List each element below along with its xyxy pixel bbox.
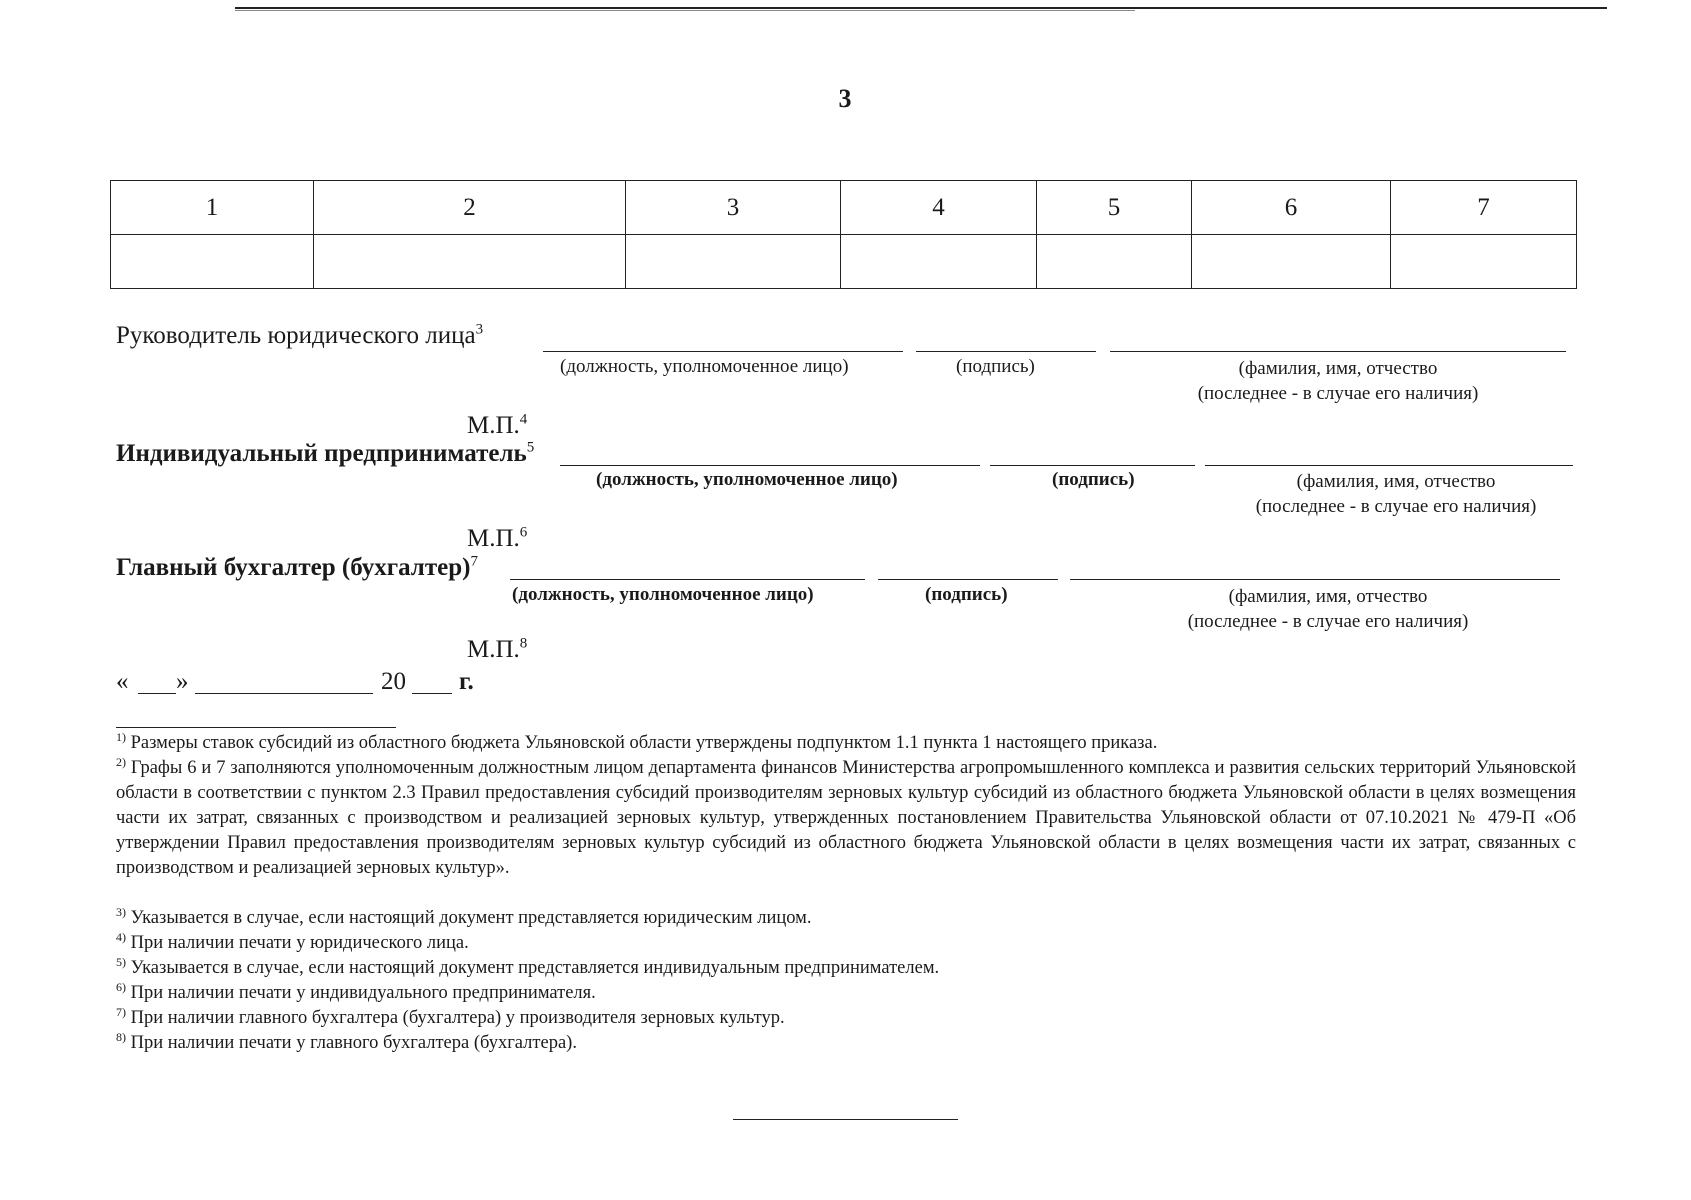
table-header-cell: 2	[314, 181, 626, 235]
position-line[interactable]	[510, 579, 865, 580]
year-suffix: г.	[459, 668, 474, 695]
signature-line[interactable]	[916, 351, 1096, 352]
footnote-6	[116, 981, 1576, 1006]
table-header-cell: 1	[111, 181, 314, 235]
stamp-place-label	[467, 412, 527, 440]
footnote-mark: 7)	[116, 1004, 126, 1019]
full-name-caption	[1128, 584, 1528, 634]
footnote-text: При наличии печати у главного бухгалтера (бухгалтера).	[130, 1033, 577, 1053]
signature-line[interactable]	[990, 465, 1195, 466]
position-caption: (должность, уполномоченное лицо)	[512, 584, 814, 605]
footnote-3	[116, 906, 1576, 931]
full-name-caption-line1: (фамилия, имя, отчество	[1296, 471, 1496, 492]
full-name-caption	[1108, 356, 1568, 406]
table-cell[interactable]	[1192, 235, 1391, 289]
footnote-ref: 7	[470, 553, 478, 570]
table-cell[interactable]	[626, 235, 841, 289]
full-name-caption-line2: (последнее - в случае его наличия)	[1197, 383, 1479, 404]
table-header-cell: 3	[626, 181, 841, 235]
position-caption: (должность, уполномоченное лицо)	[596, 469, 898, 490]
footnote-1	[116, 731, 1576, 756]
footnote-text: При наличии печати у индивидуального предпринимателя.	[130, 983, 596, 1003]
footnote-text: Указывается в случае, если настоящий документ представляется индивидуальным предпринимателем.	[130, 958, 940, 978]
position-line[interactable]	[543, 351, 903, 352]
month-line[interactable]	[195, 693, 373, 694]
full-name-caption-line1: (фамилия, имя, отчество	[1238, 358, 1438, 379]
footnote-4	[116, 931, 1576, 956]
stamp-place-text: М.П.	[467, 636, 520, 663]
footnote-mark: 3)	[116, 904, 126, 919]
individual-entrepreneur-label	[116, 440, 534, 468]
stamp-place-text: М.П.	[467, 525, 520, 552]
footnote-text: При наличии печати у юридического лица.	[130, 933, 469, 953]
position-caption: (должность, уполномоченное лицо)	[560, 356, 849, 377]
footnote-mark: 5)	[116, 954, 126, 969]
footnote-mark: 2)	[116, 754, 126, 769]
footnote-text: Размеры ставок субсидий из областного бюджета Ульяновской области утверждены подпунктом 1.1 пункта 1 настоящего приказа.	[130, 733, 1158, 753]
stamp-place-text: М.П.	[467, 412, 520, 439]
form-table	[110, 180, 1577, 289]
footnote-mark: 4)	[116, 929, 126, 944]
signature-caption: (подпись)	[1052, 469, 1135, 490]
footnote-7	[116, 1006, 1576, 1031]
footnote-ref: 4	[519, 411, 528, 428]
footnote-text: Графы 6 и 7 заполняются уполномоченным должностным лицом департамента финансов Министерства агропромышленного комплекса и развития сельских территорий Ульяновской области в соответствии с пунктом 2.3 Правил предоставления субсидий производителям зерновых культур субсидий из областного бюджета Ульяновской области в целях возмещения части их затрат, связанных с производством и реализацией зерновых культур, утвержденных постановлением Правительства Ульяновской области от 07.10.2021 № 479-П «Об утверждении Правил предоставления производителям зерновых культур субсидий из областного бюджета Ульяновской области в целях возмещения части их затрат, связанных с производством и реализацией зерновых культур».	[116, 758, 1576, 878]
table-header-cell: 6	[1192, 181, 1391, 235]
full-name-line[interactable]	[1070, 579, 1560, 580]
full-name-caption-line1: (фамилия, имя, отчество	[1228, 586, 1428, 607]
footnote-mark: 6)	[116, 979, 126, 994]
signature-title: Руководитель юридического лица	[116, 322, 476, 349]
head-of-legal-entity-label	[116, 322, 483, 350]
footnote-5	[116, 956, 1576, 981]
table-row	[111, 235, 1577, 289]
end-of-document-line	[733, 1119, 958, 1120]
footnote-2	[116, 756, 1576, 881]
footnote-ref: 3	[475, 321, 484, 338]
top-border-line-thin	[235, 10, 1135, 11]
table-header-cell: 4	[841, 181, 1037, 235]
year-prefix: 20	[381, 668, 406, 695]
full-name-line[interactable]	[1110, 351, 1566, 352]
page-number: 3	[838, 84, 852, 113]
full-name-caption-line2: (последнее - в случае его наличия)	[1255, 496, 1537, 517]
table-cell[interactable]	[841, 235, 1037, 289]
table-cell[interactable]	[1391, 235, 1577, 289]
date-close-quote: »	[176, 668, 189, 695]
signature-title: Индивидуальный предприниматель	[116, 440, 527, 467]
full-name-line[interactable]	[1205, 465, 1573, 466]
footnote-ref: 6	[519, 524, 528, 541]
table-header-cell: 5	[1037, 181, 1192, 235]
stamp-place-label	[467, 636, 527, 664]
footnote-separator	[116, 727, 396, 728]
footnote-ref: 5	[526, 439, 535, 456]
signature-line[interactable]	[878, 579, 1058, 580]
signature-caption: (подпись)	[925, 584, 1008, 605]
table-header-cell: 7	[1391, 181, 1577, 235]
full-name-caption-line2: (последнее - в случае его наличия)	[1187, 611, 1469, 632]
signature-title: Главный бухгалтер (бухгалтер)	[116, 554, 471, 581]
date-open-quote: «	[116, 668, 129, 695]
chief-accountant-label	[116, 554, 478, 582]
table-cell[interactable]	[1037, 235, 1192, 289]
top-border-line	[235, 7, 1607, 9]
footnote-mark: 8)	[116, 1029, 126, 1044]
footnote-8	[116, 1031, 1576, 1056]
stamp-place-label	[467, 525, 527, 553]
position-line[interactable]	[560, 465, 980, 466]
year-line[interactable]	[412, 693, 452, 694]
table-cell[interactable]	[314, 235, 626, 289]
table-cell[interactable]	[111, 235, 314, 289]
signature-caption: (подпись)	[956, 356, 1035, 377]
table-header-row	[111, 181, 1577, 235]
footnote-mark: 1)	[116, 729, 126, 744]
footnote-text: При наличии главного бухгалтера (бухгалтера) у производителя зерновых культур.	[130, 1008, 785, 1028]
footnote-text: Указывается в случае, если настоящий документ представляется юридическим лицом.	[130, 908, 812, 928]
footnote-ref: 8	[519, 635, 528, 652]
full-name-caption	[1206, 469, 1586, 519]
day-line[interactable]	[138, 693, 176, 694]
